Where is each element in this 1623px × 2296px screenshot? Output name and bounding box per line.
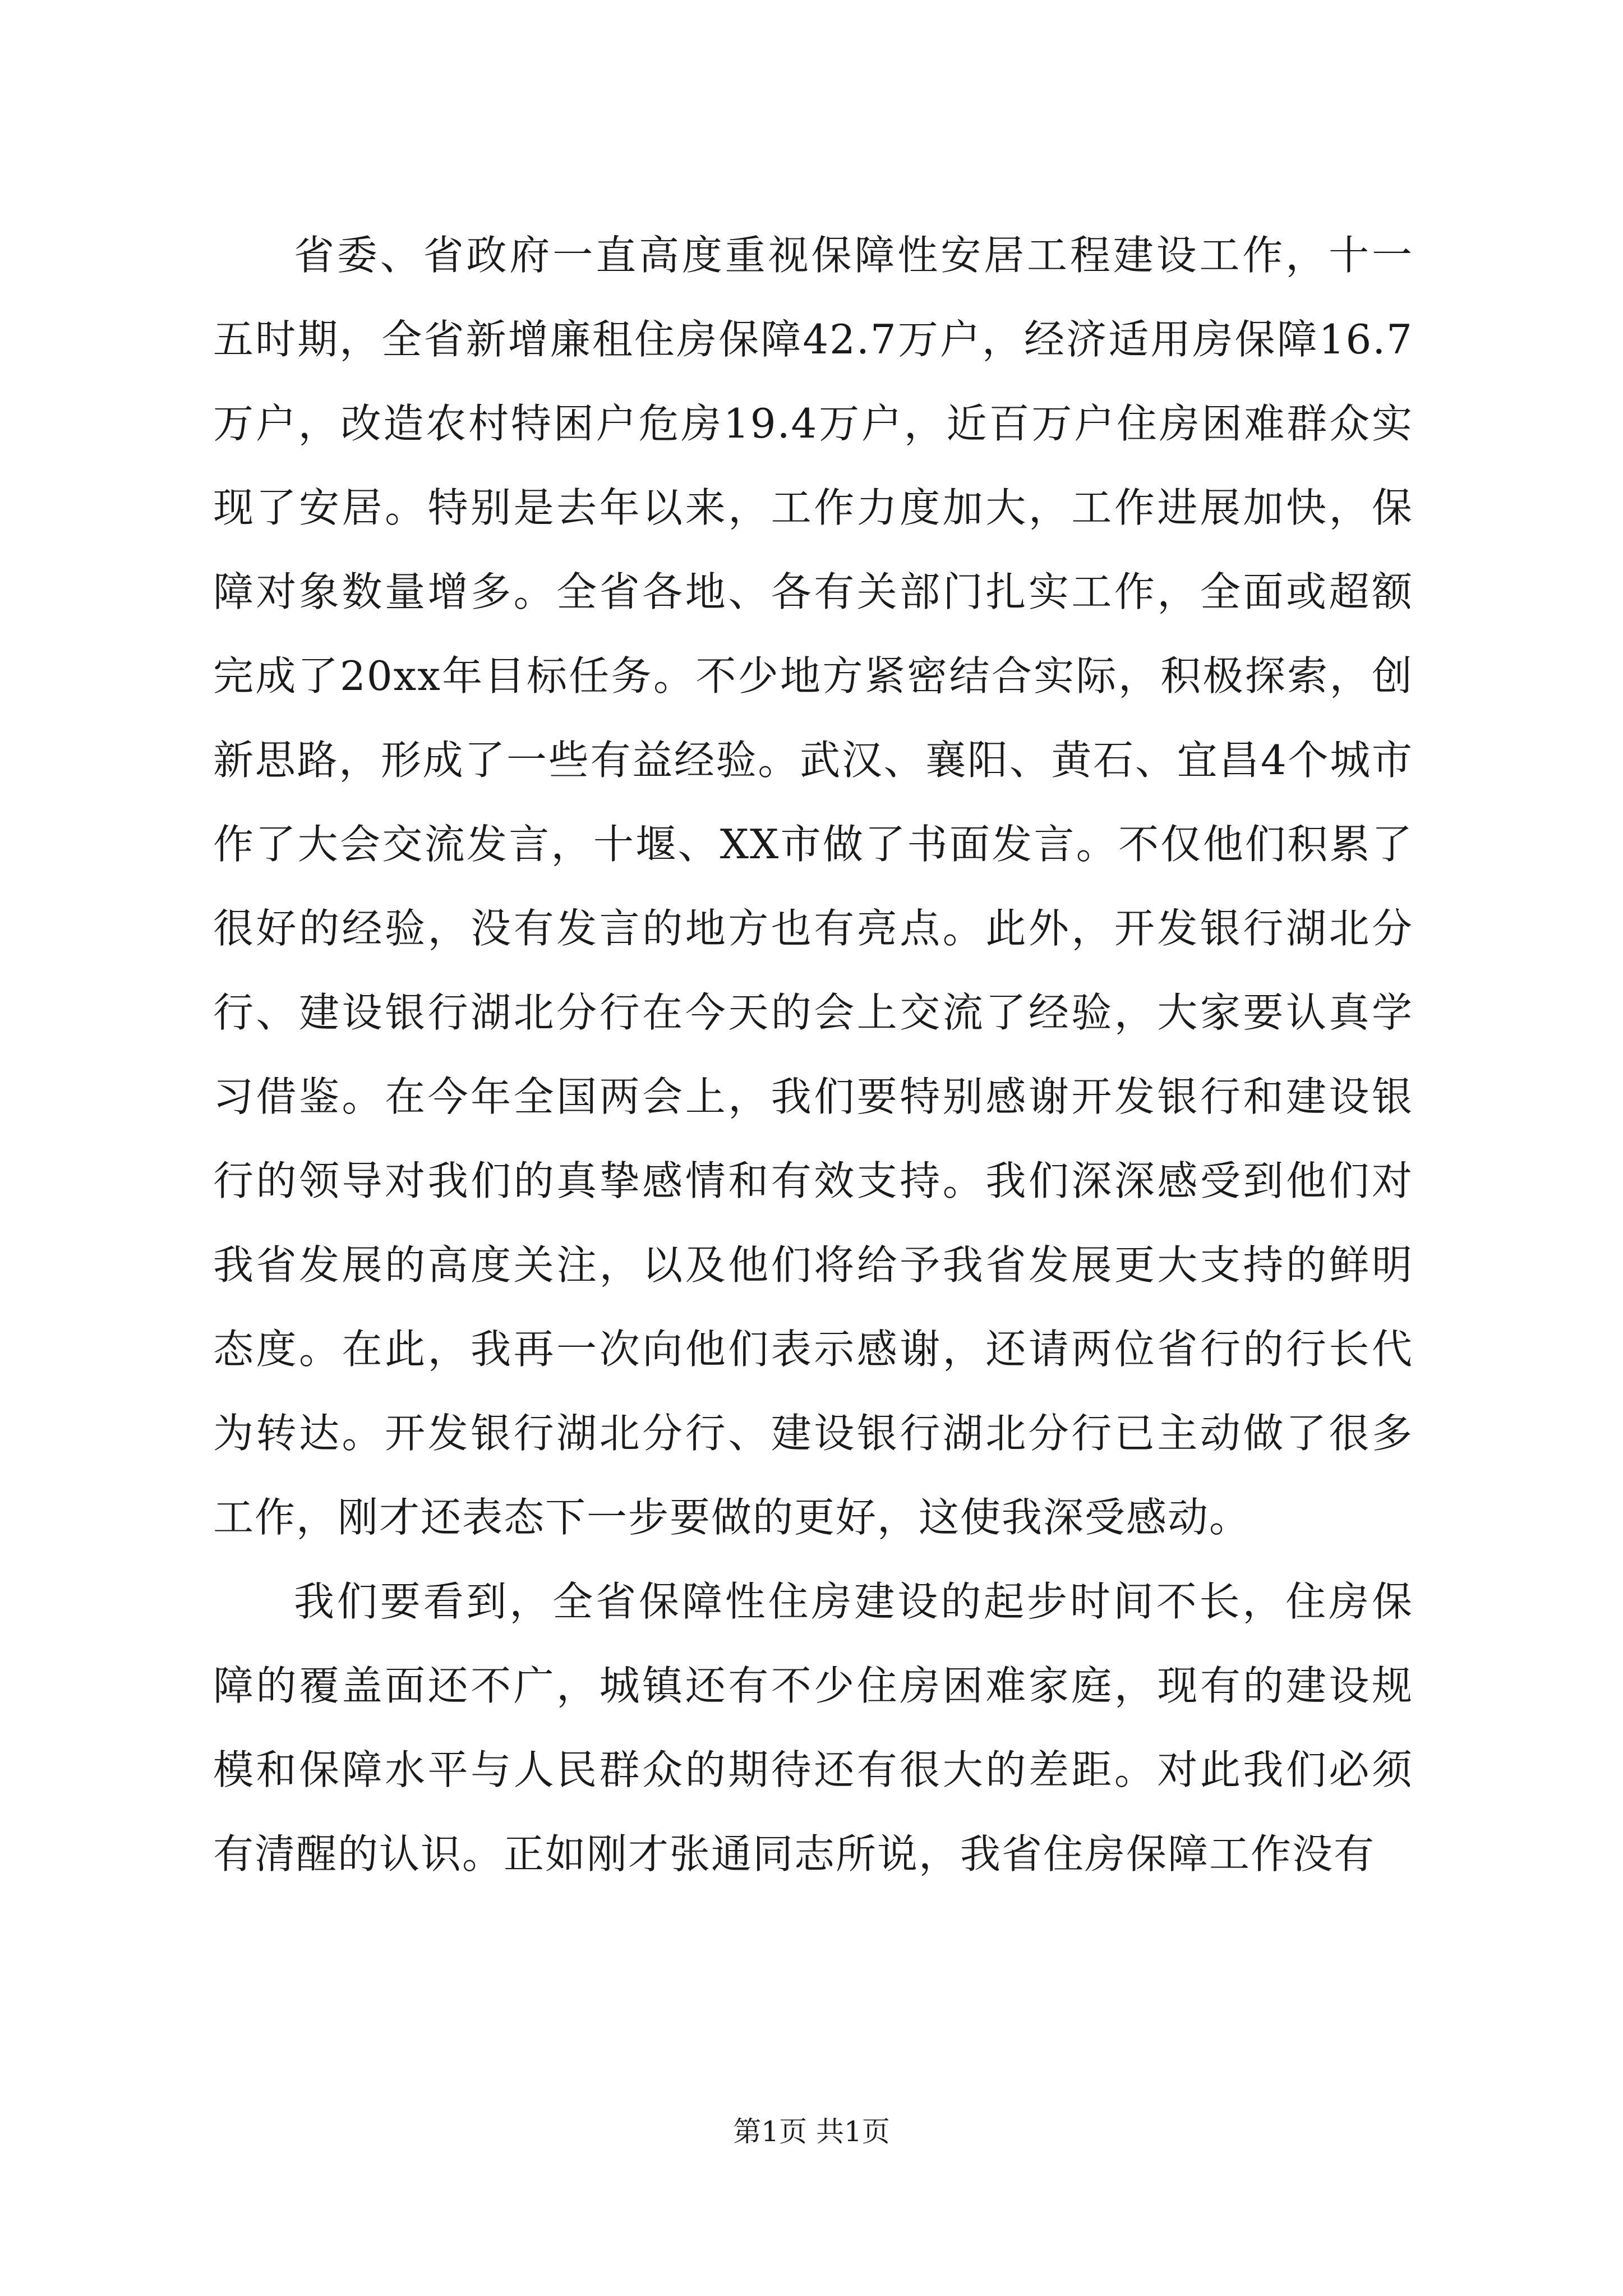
paragraph-1: 省委、省政府一直高度重视保障性安居工程建设工作，十一五时期，全省新增廉租住房保障42.7万户，经济适用房保障16.7万户，改造农村特困户危房19.4万户，近百万户住房困难群众实现了安居。特别是去年以来，工作力度加大，工作进展加快，保障对象数量增多。全省各地、各有关部门扎实工作，全面或超额完成了20xx年目标任务。不少地方紧密结合实际，积极探索，创新思路，形成了一些有益经验。武汉、襄阳、黄石、宜昌4个城市作了大会交流发言，十堰、XX市做了书面发言。不仅他们积累了很好的经验，没有发言的地方也有亮点。此外，开发银行湖北分行、建设银行湖北分行在今天的会上交流了经验，大家要认真学习借鉴。在今年全国两会上，我们要特别感谢开发银行和建设银行的领导对我们的真挚感情和有效支持。我们深深感受到他们对我省发展的高度关注，以及他们将给予我省发展更大支持的鲜明态度。在此，我再一次向他们表示感谢，还请两位省行的行长代为转达。开发银行湖北分行、建设银行湖北分行已主动做了很多工作，刚才还表态下一步要做的更好，这使我深受感动。 bbox=[213, 232, 1413, 1541]
document-body bbox=[213, 213, 1413, 1896]
page-footer: 第1页 共1页 bbox=[733, 2115, 890, 2148]
paragraph-2: 我们要看到，全省保障性住房建设的起步时间不长，住房保障的覆盖面还不广，城镇还有不少住房困难家庭，现有的建设规模和保障水平与人民群众的期待还有很大的差距。对此我们必须有清醒的认识。正如刚才张通同志所说，我省住房保障工作没有 bbox=[213, 1578, 1413, 1878]
